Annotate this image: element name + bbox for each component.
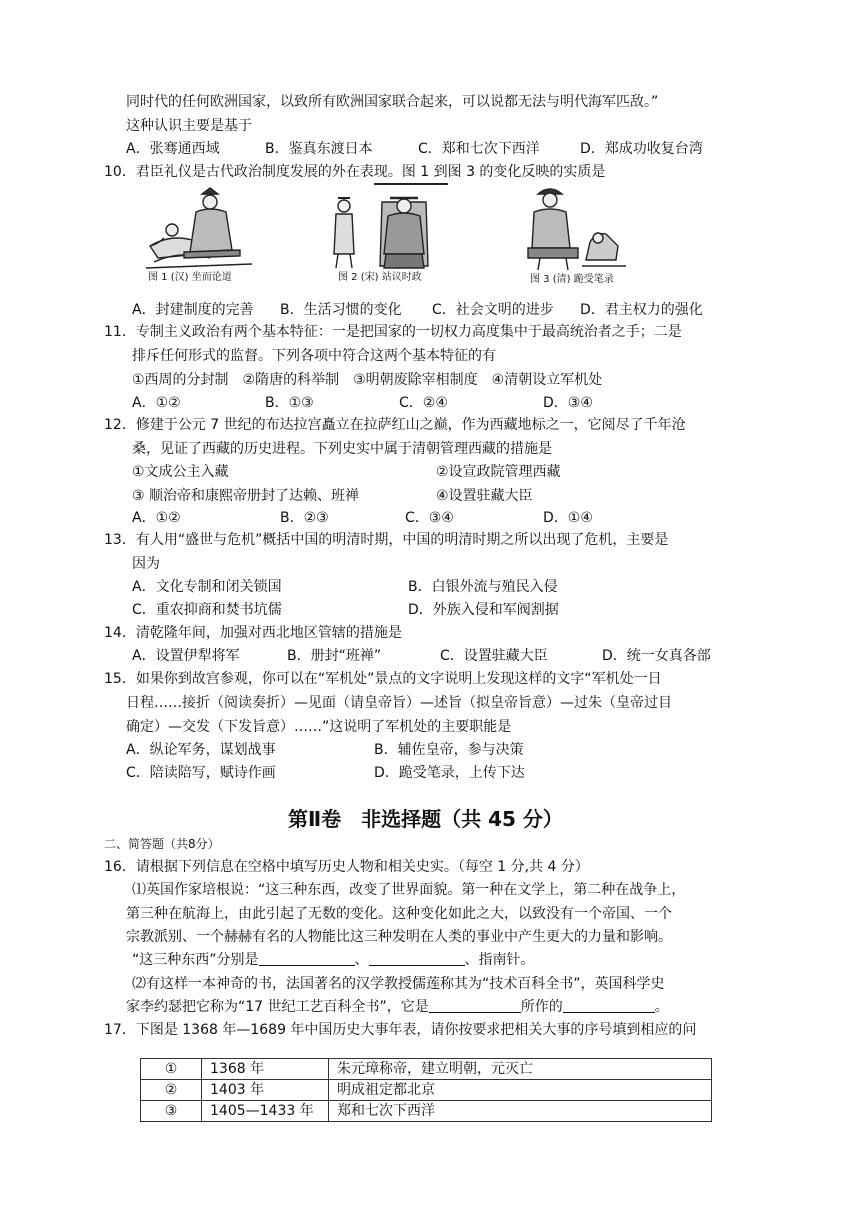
row-year: 1403 年	[202, 1080, 329, 1101]
q10-stem: 10．君臣礼仪是古代政治制度发展的外在表现。图 1 到图 3 的变化反映的实质是	[104, 164, 606, 180]
q12-item-4: ④设置驻藏大臣	[436, 488, 533, 504]
row-event: 朱元璋称帝，建立明朝，元灭亡	[329, 1059, 712, 1080]
q11-option-d[interactable]: D．③④	[543, 395, 593, 411]
figure-2-caption: 图 2 (宋) 站议时政	[338, 272, 422, 283]
q11-line2: 排斥任何形式的监督。下列各项中符合这两个基本特征的有	[132, 348, 496, 364]
row-number: ②	[141, 1080, 202, 1101]
q9-line2: 这种认识主要是基于	[126, 118, 252, 134]
figure-3-caption: 图 3 (清) 跪受笔录	[530, 274, 614, 285]
q12-item-3: ③ 顺治帝和康熙帝册封了达赖、班禅	[132, 488, 360, 504]
q14-option-c[interactable]: C．设置驻藏大臣	[440, 648, 548, 664]
standing-discussion-illustration	[330, 182, 450, 272]
row-year: 1405—1433 年	[202, 1101, 329, 1122]
q14-option-d[interactable]: D．统一女真各部	[602, 648, 711, 664]
q13-line2: 因为	[132, 556, 160, 572]
q13-line1: 13．有人用“盛世与危机”概括中国的明清时期，中国的明清时期之所以出现了危机，主要是	[104, 532, 669, 548]
figure-1-caption: 图 1 (汉) 坐而论道	[148, 272, 232, 283]
q14-stem: 14．清乾隆年间，加强对西北地区管辖的措施是	[104, 625, 402, 641]
q9-line1: 同时代的任何欧洲国家，以致所有欧洲国家联合起来，可以说都无法与明代海军匹敌。”	[126, 94, 659, 110]
q14-option-b[interactable]: B．册封“班禅”	[287, 648, 382, 664]
q11-option-c[interactable]: C．②④	[399, 395, 448, 411]
q15-option-a[interactable]: A．纵论军务，谋划战事	[126, 742, 276, 758]
q16-p1-line2: 第三种在航海上，由此引起了无数的变化。这种变化如此之大，以致没有一个帝国、一个	[126, 906, 672, 922]
row-event: 郑和七次下西洋	[329, 1101, 712, 1122]
q16-p2-line2	[126, 997, 669, 1017]
q10-option-a[interactable]: A．封建制度的完善	[132, 302, 254, 318]
q9-option-b[interactable]: B．鉴真东渡日本	[265, 141, 373, 157]
q16-p2-line2-text-b: 所作的	[520, 999, 563, 1015]
q12-option-d[interactable]: D．①④	[543, 510, 593, 526]
q15-line2: 日程……接折（阅读奏折）—见面（请皇帝旨）—述旨（拟皇帝旨意）—过朱（皇帝过目	[126, 695, 672, 711]
q13-option-a[interactable]: A．文化专制和闭关锁国	[132, 579, 282, 595]
q17-stem: 17．下图是 1368 年—1689 年中国历史大事年表，请你按要求把相关大事的序号填到相应的问	[104, 1022, 697, 1038]
q16-p2-line2-text-a: 家李约瑟把它称为“17 世纪工艺百科全书”，它是	[126, 999, 429, 1015]
q11-option-a[interactable]: A．①②	[132, 395, 181, 411]
q13-option-b[interactable]: B．白银外流与殖民入侵	[408, 579, 558, 595]
q12-option-c[interactable]: C．③④	[405, 510, 454, 526]
q12-option-b[interactable]: B．②③	[280, 510, 329, 526]
q10-option-c[interactable]: C．社会文明的进步	[432, 302, 554, 318]
q16-p1-line4-text-a: “这三种东西”分别是	[132, 952, 259, 968]
answer-blank-2[interactable]	[369, 951, 465, 966]
seated-discussion-illustration	[140, 184, 260, 272]
q9-option-a[interactable]: A．张骞通西域	[126, 141, 220, 157]
answer-blank-3[interactable]	[429, 998, 521, 1013]
table-row	[141, 1080, 712, 1101]
q14-option-a[interactable]: A．设置伊犁将军	[132, 648, 240, 664]
q15-line1: 15．如果你到故宫参观，你可以在“军机处”景点的文字说明上发现这样的文字“军机处一日	[104, 671, 662, 687]
q12-line1: 12．修建于公元 7 世纪的布达拉宫矗立在拉萨红山之巅，作为西藏地标之一，它阅尽了千年沧	[104, 417, 686, 433]
chronology-table	[140, 1058, 712, 1122]
part-2-title: 第Ⅱ卷 非选择题（共 45 分）	[288, 807, 563, 831]
q10-option-b[interactable]: B．生活习惯的变化	[280, 302, 402, 318]
table-row	[141, 1101, 712, 1122]
section-heading: 二、简答题（共8分）	[104, 837, 220, 851]
q9-option-d[interactable]: D．郑成功收复台湾	[580, 141, 703, 157]
q15-line3: 确定）—交发（下发旨意）……”这说明了军机处的主要职能是	[126, 719, 512, 735]
row-number: ③	[141, 1101, 202, 1122]
q12-option-a[interactable]: A．①②	[132, 510, 181, 526]
q13-option-c[interactable]: C．重农抑商和焚书坑儒	[132, 602, 282, 618]
kneeling-record-illustration	[526, 182, 630, 274]
q9-option-c[interactable]: C．郑和七次下西洋	[418, 141, 540, 157]
q11-line1: 11．专制主义政治有两个基本特征：一是把国家的一切权力高度集中于最高统治者之手；二是	[104, 324, 682, 340]
q15-option-b[interactable]: B．辅佐皇帝，参与决策	[374, 742, 524, 758]
q15-option-d[interactable]: D．跪受笔录，上传下达	[374, 765, 525, 781]
q12-item-1: ①文成公主入藏	[132, 464, 229, 480]
q16-p1-line4	[132, 950, 535, 970]
row-event: 明成祖定都北京	[329, 1080, 712, 1101]
q10-option-d[interactable]: D．君主权力的强化	[580, 302, 703, 318]
table-row	[141, 1059, 712, 1080]
row-year: 1368 年	[202, 1059, 329, 1080]
answer-blank-4[interactable]	[563, 998, 655, 1013]
q16-p1-line4-text-b: 、指南针。	[464, 952, 535, 968]
q12-line2: 桑，见证了西藏的历史进程。下列史实中属于清朝管理西藏的措施是	[132, 441, 552, 457]
q16-p1-line1: ⑴英国作家培根说：“这三种东西，改变了世界面貌。第一种在文学上，第二种在战争上，	[132, 882, 686, 898]
q11-option-b[interactable]: B．①③	[265, 395, 314, 411]
q16-p2-line1: ⑵有这样一本神奇的书，法国著名的汉学教授儒莲称其为“技术百科全书”，英国科学史	[132, 976, 665, 992]
q13-option-d[interactable]: D．外族入侵和军阀割据	[408, 602, 559, 618]
q15-option-c[interactable]: C．陪读陪写，赋诗作画	[126, 765, 276, 781]
q12-item-2: ②设宣政院管理西藏	[436, 464, 561, 480]
q16-p1-line4-sep: 、	[354, 952, 369, 968]
answer-blank-1[interactable]	[259, 951, 355, 966]
q16-stem: 16．请根据下列信息在空格中填写历史人物和相关史实。（每空 1 分,共 4 分）	[104, 859, 589, 875]
q11-items: ①西周的分封制 ②隋唐的科举制 ③明朝废除宰相制度 ④清朝设立军机处	[132, 372, 603, 388]
q16-p1-line3: 宗教派别、一个赫赫有名的人物能比这三种发明在人类的事业中产生更大的力量和影响。	[126, 929, 672, 945]
row-number: ①	[141, 1059, 202, 1080]
q16-p2-line2-text-c: 。	[654, 999, 669, 1015]
